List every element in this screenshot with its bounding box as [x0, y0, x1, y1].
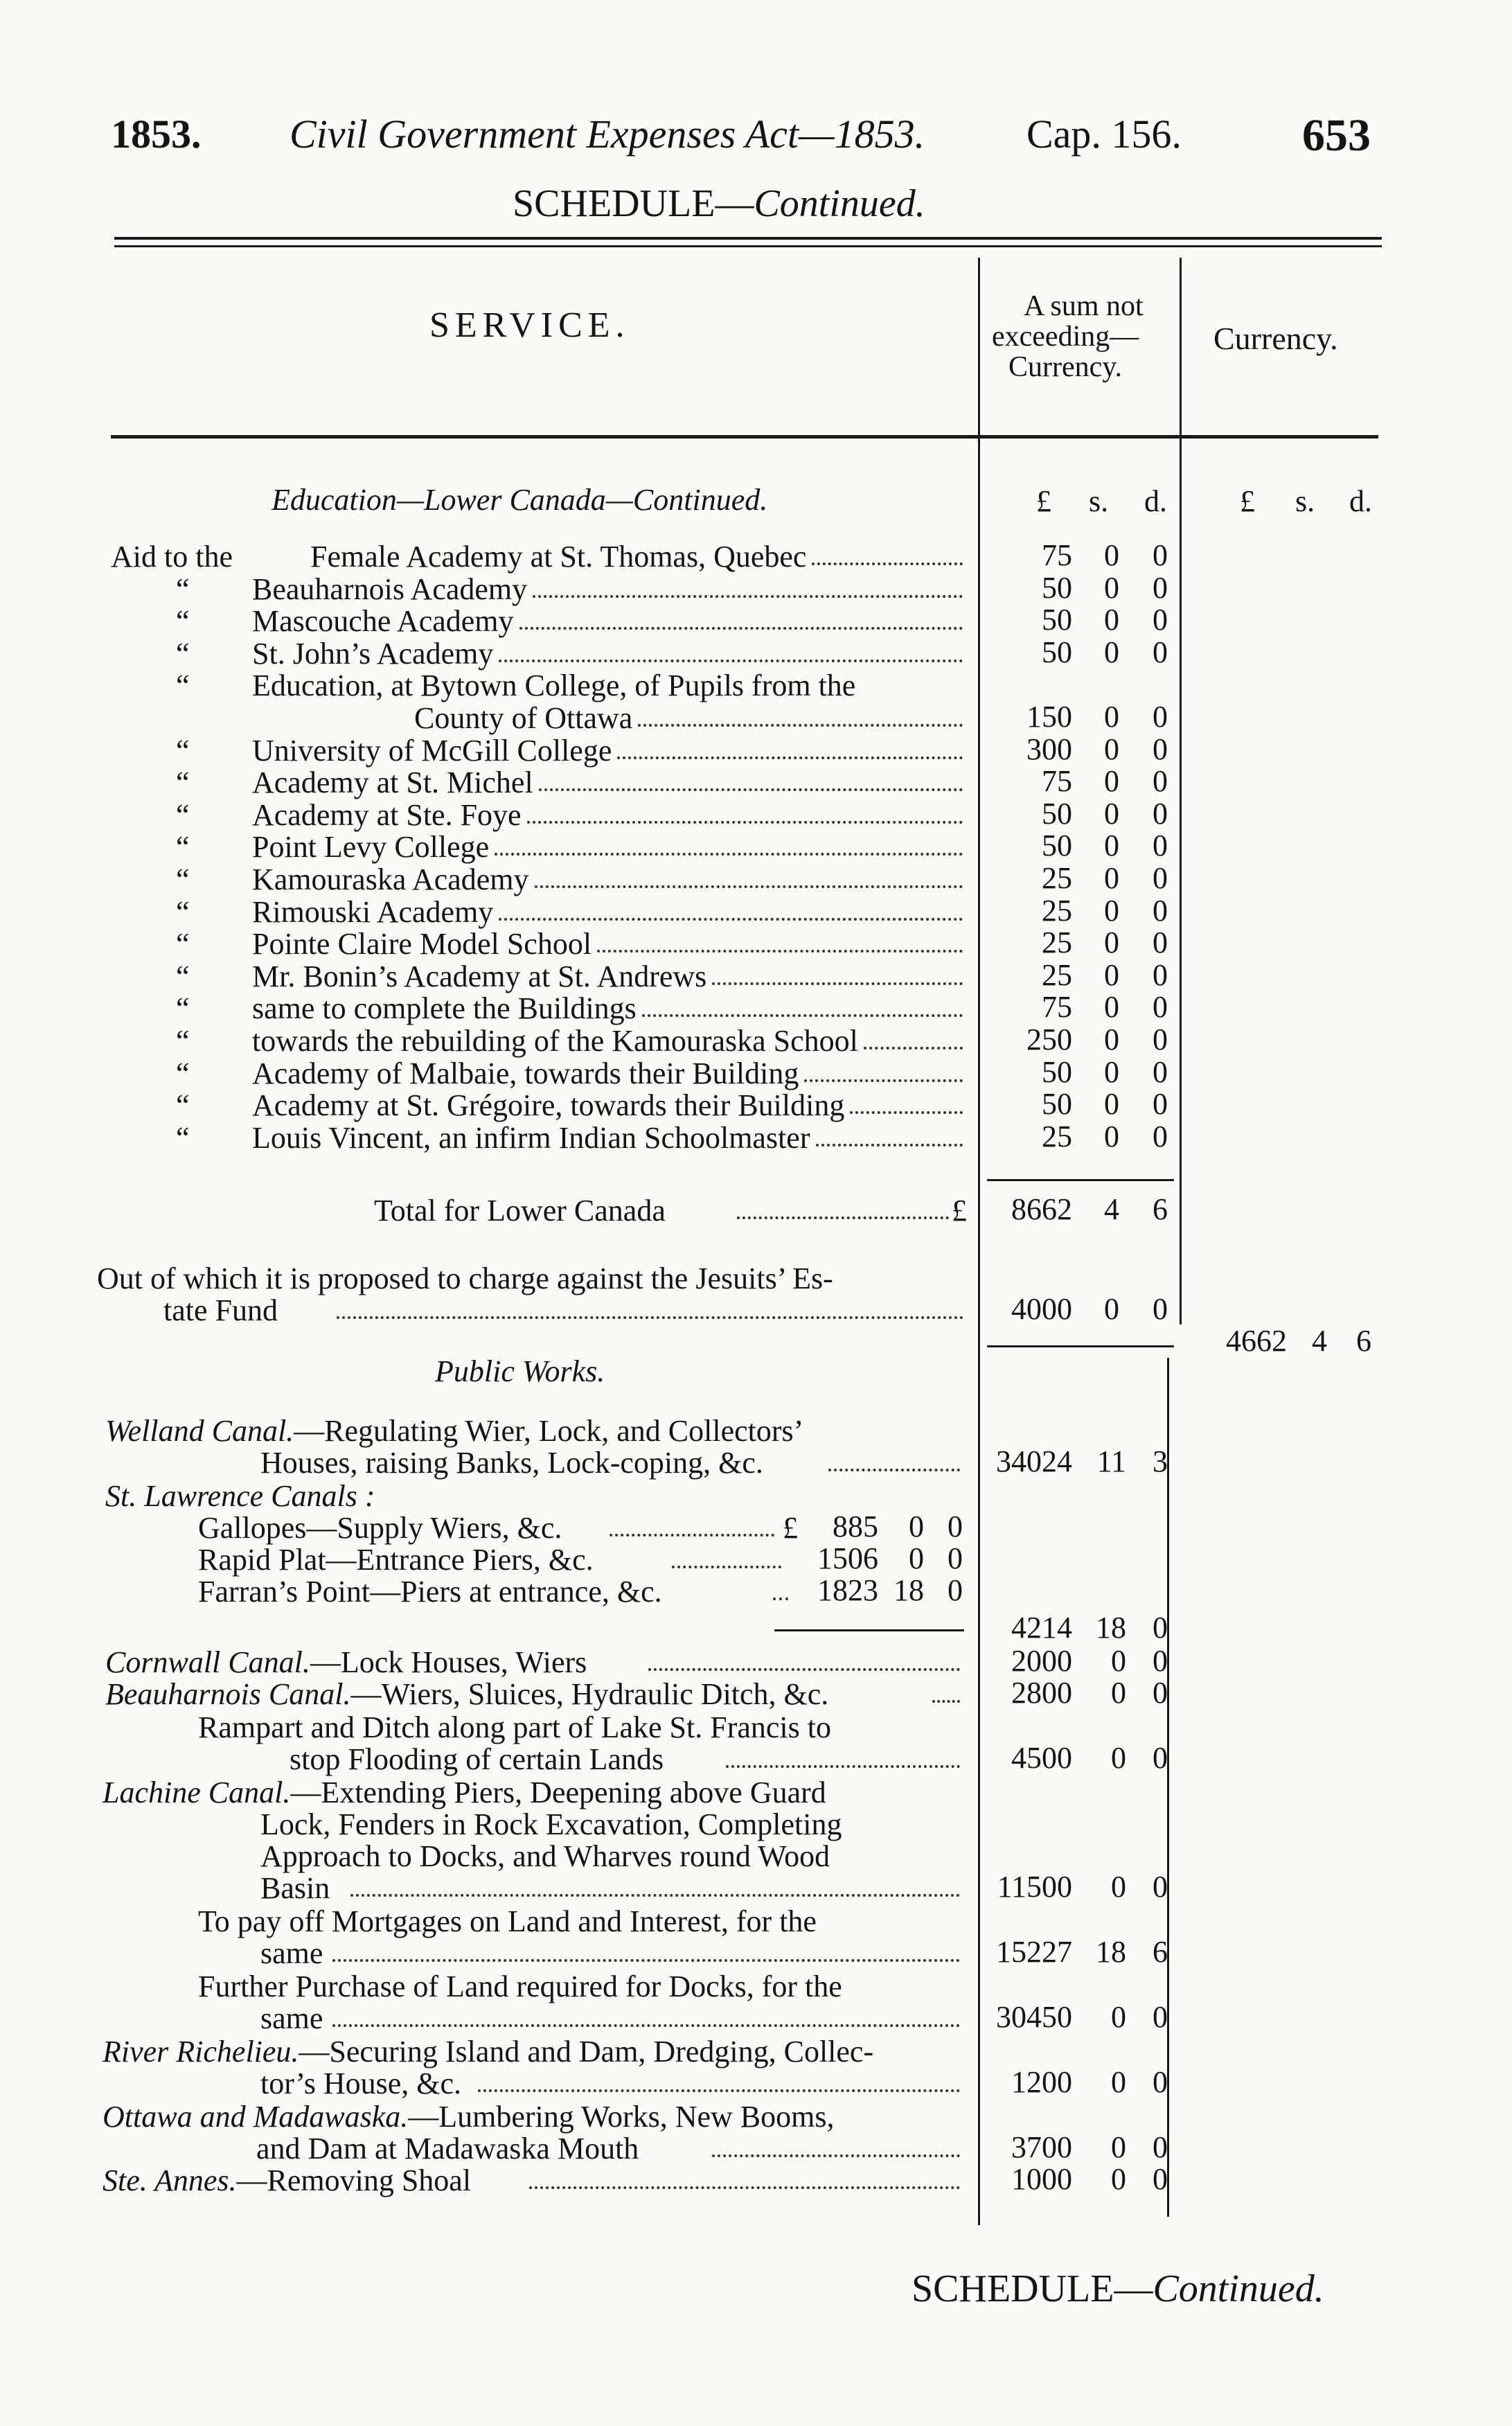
welland-text1: —Regulating Wier, Lock, and Collectors’	[294, 1414, 804, 1448]
beauharnois-l: 2800	[1011, 1676, 1072, 1710]
page-number: 653	[1302, 110, 1371, 161]
lachine-d: 0	[1153, 1870, 1168, 1904]
education-row-d: 0	[1153, 538, 1168, 572]
education-row-d: 0	[1153, 1119, 1168, 1153]
education-row-d: 0	[1153, 894, 1168, 928]
ottawa-leader	[712, 2154, 960, 2157]
column-divider-left	[978, 258, 980, 2225]
education-row-leader	[850, 1111, 963, 1114]
education-row-d: 0	[1153, 764, 1168, 798]
cornwall-d: 0	[1153, 1644, 1168, 1678]
education-row-prefix: “	[176, 895, 190, 929]
ste-annes-text: —Removing Shoal	[236, 2163, 472, 2197]
schedule-title	[513, 181, 925, 226]
education-row-prefix: “	[176, 637, 190, 671]
education-row-d: 0	[1153, 926, 1168, 959]
mortgages-leader	[332, 1959, 960, 1962]
lsd-s-currency: s.	[1295, 484, 1315, 518]
education-row-s: 0	[1104, 732, 1119, 766]
education-row-prefix: “	[176, 604, 190, 638]
education-row-s: 0	[1104, 571, 1119, 605]
ste-annes-name: Ste. Annes.	[103, 2163, 237, 2197]
education-section-heading: Education—Lower Canada—Continued.	[272, 483, 768, 517]
education-row-s: 0	[1104, 894, 1119, 928]
rampart-l: 4500	[1011, 1741, 1072, 1775]
education-row-label: towards the rebuilding of the Kamouraska School	[252, 1024, 858, 1058]
jesuits-line1: Out of which it is proposed to charge against the Jesuits’ Es-	[97, 1261, 833, 1295]
purchase-d: 0	[1153, 2000, 1168, 2034]
education-row-l: 25	[1042, 894, 1072, 928]
lsd-s-sum: s.	[1089, 484, 1109, 518]
welland-leader	[828, 1469, 960, 1471]
ste-annes-l: 1000	[1011, 2162, 1072, 2196]
heading-rule	[111, 435, 1378, 439]
rampart-s: 0	[1111, 1741, 1126, 1775]
welland-name: Welland Canal.	[105, 1414, 294, 1448]
education-row-leader	[712, 982, 963, 985]
ottawa-d: 0	[1153, 2130, 1168, 2164]
education-row-leader	[535, 885, 963, 888]
education-row-label: Pointe Claire Model School	[252, 927, 592, 961]
education-row-d: 0	[1153, 603, 1168, 637]
education-row-s: 0	[1104, 861, 1119, 895]
education-row-d: 0	[1153, 732, 1168, 766]
welland-l: 34024	[996, 1444, 1072, 1478]
cornwall-l: 2000	[1011, 1644, 1072, 1678]
st-lawrence-item-leader	[610, 1534, 774, 1537]
education-row-s: 0	[1104, 603, 1119, 637]
rampart-line2: stop Flooding of certain Lands	[290, 1742, 664, 1776]
education-row-d: 0	[1153, 797, 1168, 831]
education-row-prefix: “	[176, 991, 190, 1025]
education-row-l: 50	[1042, 1087, 1072, 1121]
education-row-prefix: “	[176, 734, 190, 768]
education-row-s: 0	[1104, 1022, 1119, 1056]
education-row-label: Beauharnois Academy	[252, 572, 528, 606]
education-row-l: 75	[1042, 538, 1072, 572]
cornwall-line	[105, 1645, 587, 1680]
lachine-text1: —Extending Piers, Deepening above Guard	[290, 1776, 826, 1809]
purchase-l: 30450	[996, 2000, 1072, 2034]
beauharnois-line	[105, 1676, 828, 1712]
education-row-l: 50	[1042, 1055, 1072, 1089]
lachine-line1	[103, 1775, 826, 1810]
education-row-leader	[527, 821, 963, 824]
education-row-l: 25	[1042, 861, 1072, 895]
header-rule-bottom	[114, 245, 1382, 247]
welland-line2: Houses, raising Banks, Lock-coping, &c.	[260, 1446, 763, 1480]
purchase-line1: Further Purchase of Land required for Docks, for the	[198, 1969, 842, 2003]
jesuits-d: 0	[1153, 1292, 1168, 1326]
lachine-line4: Basin	[260, 1871, 330, 1905]
education-row-l: 50	[1042, 571, 1072, 605]
st-lawrence-item-d: 0	[948, 1509, 963, 1543]
beauharnois-text: —Wiers, Sluices, Hydraulic Ditch, &c.	[350, 1677, 829, 1711]
richelieu-leader	[478, 2089, 960, 2092]
education-row-prefix: “	[176, 1056, 190, 1090]
education-row-label: Mascouche Academy	[252, 604, 514, 638]
public-works-heading: Public Works.	[435, 1354, 605, 1388]
mortgages-line2: same	[260, 1936, 323, 1970]
total-d: 6	[1153, 1192, 1168, 1226]
service-heading: SERVICE.	[429, 306, 630, 345]
rampart-line1: Rampart and Ditch along part of Lake St. Francis to	[198, 1710, 831, 1744]
jesuits-leader	[337, 1316, 963, 1319]
education-row-s: 0	[1104, 1119, 1119, 1153]
richelieu-line1	[103, 2034, 873, 2069]
cornwall-leader	[648, 1668, 960, 1671]
education-row-label: Academy at St. Michel	[252, 765, 533, 799]
ottawa-text1: —Lumbering Works, New Booms,	[408, 2100, 835, 2134]
education-row-d: 0	[1153, 861, 1168, 895]
sum-heading-line2: exceeding—	[992, 321, 1139, 353]
richelieu-line2: tor’s House, &c.	[260, 2066, 462, 2100]
beauharnois-name: Beauharnois Canal.	[105, 1677, 351, 1711]
lsd-d-sum: d.	[1144, 484, 1167, 518]
education-row-s: 0	[1104, 958, 1119, 992]
education-row-label: Female Academy at St. Thomas, Quebec	[310, 540, 807, 574]
education-row-prefix: “	[176, 927, 190, 961]
total-leader	[737, 1216, 949, 1219]
education-row-prefix: “	[176, 765, 190, 799]
education-row-s: 0	[1104, 764, 1119, 798]
st-lawrence-rule	[774, 1629, 964, 1631]
st-lawrence-item-leader	[773, 1597, 788, 1600]
st-lawrence-item-d: 0	[948, 1541, 963, 1575]
education-row-l: 25	[1042, 1119, 1072, 1153]
education-row-label: Louis Vincent, an infirm Indian Schoolmaster	[252, 1121, 810, 1155]
jesuits-s: 0	[1104, 1292, 1119, 1326]
welland-s: 11	[1096, 1444, 1126, 1478]
education-row-label: University of McGill College	[252, 734, 612, 768]
currency-total-d: 6	[1356, 1324, 1371, 1358]
education-row-label: Academy of Malbaie, towards their Building	[252, 1056, 799, 1090]
currency-total-s: 4	[1312, 1324, 1327, 1358]
education-row-leader	[804, 1079, 963, 1082]
mortgages-line1: To pay off Mortgages on Land and Interest, for the	[198, 1904, 817, 1938]
education-row-leader	[519, 627, 963, 630]
total-pound-symbol: £	[952, 1194, 967, 1228]
lsd-l-sum: £	[1036, 484, 1051, 518]
richelieu-l: 1200	[1011, 2065, 1072, 2099]
st-lawrence-item-leader	[672, 1566, 781, 1568]
education-row-label: Point Levy College	[252, 830, 490, 864]
purchase-s: 0	[1111, 2000, 1126, 2034]
education-row-l: 50	[1042, 797, 1072, 831]
education-row-s: 0	[1104, 926, 1119, 959]
education-row-leader	[812, 563, 963, 565]
purchase-leader	[332, 2024, 960, 2027]
education-row-s: 0	[1104, 1055, 1119, 1089]
education-row-leader	[499, 918, 963, 921]
ste-annes-s: 0	[1111, 2162, 1126, 2196]
cornwall-s: 0	[1111, 1644, 1126, 1678]
jesuits-rule	[987, 1345, 1174, 1347]
education-row-prefix: “	[176, 1088, 190, 1122]
education-row-prefix: “	[176, 1024, 190, 1058]
education-row-leader	[597, 950, 963, 953]
st-lawrence-item-s: 0	[909, 1509, 924, 1543]
education-row-l: 300	[1026, 732, 1072, 766]
st-lawrence-item-l: 1823	[817, 1573, 878, 1607]
ste-annes-line	[103, 2163, 471, 2198]
education-row-s: 0	[1104, 1087, 1119, 1121]
education-row-label: Kamouraska Academy	[252, 862, 529, 896]
sum-heading-line3: Currency.	[1008, 351, 1123, 383]
lachine-leader	[350, 1894, 960, 1897]
lsd-l-currency: £	[1240, 484, 1255, 518]
ottawa-l: 3700	[1011, 2130, 1072, 2164]
welland-d: 3	[1153, 1444, 1168, 1478]
sum-heading-line1: A sum not	[1024, 290, 1144, 322]
jesuits-line2: tate Fund	[163, 1293, 278, 1327]
education-row-d: 0	[1153, 571, 1168, 605]
st-lawrence-item-l: 885	[833, 1509, 878, 1543]
education-row-d: 0	[1153, 958, 1168, 992]
jesuits-l: 4000	[1011, 1292, 1072, 1326]
richelieu-text1: —Securing Island and Dam, Dredging, Collec-	[299, 2035, 874, 2069]
education-row-s: 0	[1104, 538, 1119, 572]
running-head-title: Civil Government Expenses Act—1853.	[290, 112, 925, 157]
lsd-d-currency: d.	[1349, 484, 1372, 518]
currency-total-l: 4662	[1226, 1324, 1287, 1358]
education-row-l: 75	[1042, 990, 1072, 1024]
schedule-title-italic: Continued.	[754, 182, 925, 225]
running-head-year: 1853.	[111, 112, 202, 157]
education-row-d: 0	[1153, 700, 1168, 734]
beauharnois-s: 0	[1111, 1676, 1126, 1710]
welland-line1	[105, 1413, 803, 1449]
st-lawrence-item-d: 0	[948, 1573, 963, 1607]
education-row-leader	[539, 788, 963, 791]
education-row-s: 0	[1104, 797, 1119, 831]
ottawa-line2: and Dam at Madawaska Mouth	[256, 2132, 639, 2166]
header-rule-top	[114, 237, 1382, 240]
education-row-s: 0	[1104, 829, 1119, 862]
education-row-label: County of Ottawa	[414, 701, 633, 735]
running-head-chapter: Cap. 156.	[1026, 112, 1182, 157]
total-s: 4	[1104, 1192, 1119, 1226]
education-row-prefix: “	[176, 959, 190, 993]
education-row-leader	[495, 853, 963, 856]
total-rule	[987, 1179, 1174, 1181]
education-row-leader	[816, 1144, 963, 1146]
st-lawrence-item-label: Farran’s Point—Piers at entrance, &c.	[198, 1575, 662, 1609]
lachine-l: 11500	[997, 1870, 1072, 1904]
total-l: 8662	[1011, 1192, 1072, 1226]
education-row-label: Mr. Bonin’s Academy at St. Andrews	[252, 959, 707, 993]
st-lawrence-item-label: Gallopes—Supply Wiers, &c.	[198, 1511, 562, 1545]
currency-heading: Currency.	[1213, 321, 1338, 356]
education-row-prefix: “	[176, 669, 190, 702]
schedule-title-text: SCHEDULE—	[513, 182, 754, 225]
richelieu-s: 0	[1111, 2065, 1126, 2099]
st-lawrence-item-l: 1506	[817, 1541, 878, 1575]
education-row-leader	[638, 724, 963, 727]
education-row-label: Academy at St. Grégoire, towards their Building	[252, 1088, 845, 1122]
education-row-prefix: “	[176, 798, 190, 832]
mortgages-d: 6	[1153, 1935, 1168, 1969]
education-row-d: 0	[1153, 829, 1168, 862]
education-row-label: St. John’s Academy	[252, 637, 494, 671]
beauharnois-d: 0	[1153, 1676, 1168, 1710]
education-row-s: 0	[1104, 700, 1119, 734]
education-row-s: 0	[1104, 990, 1119, 1024]
rampart-d: 0	[1153, 1741, 1168, 1775]
education-row-leader	[617, 756, 963, 759]
mortgages-s: 18	[1096, 1935, 1126, 1969]
education-row-label: Rimouski Academy	[252, 895, 494, 929]
rampart-leader	[726, 1765, 960, 1768]
column-divider-right	[1180, 258, 1182, 1325]
education-row-prefix: “	[176, 830, 190, 864]
education-row-prefix: Aid to the	[111, 540, 233, 574]
st-lawrence-item-s: 0	[909, 1541, 924, 1575]
education-row-d: 0	[1153, 1087, 1168, 1121]
education-row-d: 0	[1153, 1022, 1168, 1056]
education-row-d: 0	[1153, 635, 1168, 669]
education-row-prefix: “	[176, 572, 190, 606]
footer-italic: Continued.	[1153, 2267, 1324, 2310]
education-row-leader	[533, 595, 963, 598]
richelieu-d: 0	[1153, 2065, 1168, 2099]
beauharnois-leader	[932, 1700, 960, 1703]
st-lawrence-subtotal-l: 4214	[1011, 1611, 1072, 1645]
education-row-leader	[864, 1047, 963, 1050]
education-row-leader	[642, 1014, 963, 1017]
st-lawrence-subtotal-s: 18	[1096, 1611, 1126, 1645]
education-row-prefix: “	[176, 1121, 190, 1155]
lachine-line2: Lock, Fenders in Rock Excavation, Completing	[260, 1807, 842, 1841]
purchase-line2: same	[260, 2001, 323, 2035]
education-row-l: 150	[1026, 700, 1072, 734]
education-row-leader	[499, 659, 963, 662]
education-row-label: Academy at Ste. Foye	[252, 798, 522, 832]
mortgages-l: 15227	[996, 1935, 1072, 1969]
education-row-l: 75	[1042, 764, 1072, 798]
ste-annes-d: 0	[1153, 2162, 1168, 2196]
st-lawrence-item-label: Rapid Plat—Entrance Piers, &c.	[198, 1543, 594, 1577]
education-row-l: 25	[1042, 958, 1072, 992]
education-row-l: 25	[1042, 926, 1072, 959]
richelieu-name: River Richelieu.	[103, 2035, 299, 2069]
education-row-d: 0	[1153, 990, 1168, 1024]
ottawa-line1	[103, 2099, 835, 2134]
footer-text: SCHEDULE—	[911, 2267, 1153, 2310]
education-row-label: Education, at Bytown College, of Pupils from the	[252, 669, 856, 702]
st-lawrence-pound-symbol: £	[783, 1511, 798, 1545]
ottawa-name: Ottawa and Madawaska.	[103, 2100, 409, 2134]
st-lawrence-item-s: 18	[893, 1573, 924, 1607]
total-lower-canada-label: Total for Lower Canada	[374, 1194, 666, 1228]
st-lawrence-subtotal-d: 0	[1153, 1611, 1168, 1645]
education-row-l: 250	[1026, 1022, 1072, 1056]
lachine-name: Lachine Canal.	[103, 1776, 291, 1809]
ottawa-s: 0	[1111, 2130, 1126, 2164]
cornwall-text: —Lock Houses, Wiers	[310, 1645, 587, 1679]
education-row-prefix: “	[176, 862, 190, 896]
education-row-l: 50	[1042, 829, 1072, 862]
cornwall-name: Cornwall Canal.	[105, 1645, 310, 1679]
education-row-l: 50	[1042, 635, 1072, 669]
education-row-label: same to complete the Buildings	[252, 991, 637, 1025]
education-row-d: 0	[1153, 1055, 1168, 1089]
lachine-s: 0	[1111, 1870, 1126, 1904]
st-lawrence-heading: St. Lawrence Canals :	[105, 1479, 375, 1513]
education-row-l: 50	[1042, 603, 1072, 637]
education-row-s: 0	[1104, 635, 1119, 669]
ste-annes-leader	[529, 2186, 960, 2189]
lachine-line3: Approach to Docks, and Wharves round Wood	[260, 1839, 830, 1873]
footer-catchword	[911, 2267, 1324, 2311]
